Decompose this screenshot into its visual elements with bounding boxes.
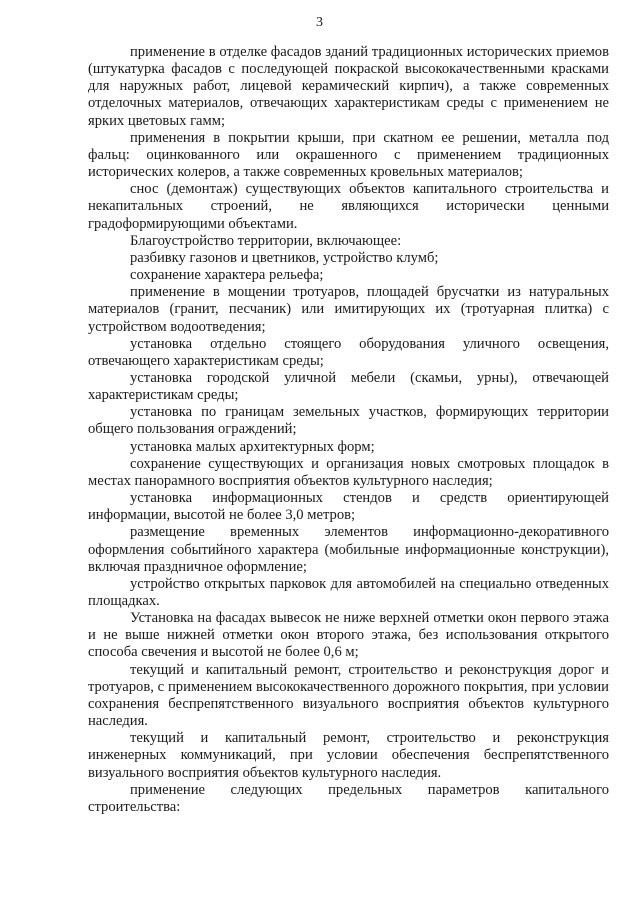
paragraph-info-stands: установка информационных стендов и средств ориентирующей информации, высотой не более 3,0 метров; [88,490,609,524]
paragraph-landscaping-heading: Благоустройство территории, включающее: [130,232,402,249]
paragraph-signage: Установка на фасадах вывесок не ниже верхней отметки окон первого этажа и не выше нижней отметки окон второго этажа, без использования открытого способа свечения и высотой не более 0,6 м; [88,610,609,661]
paragraph-paving: применение в мощении тротуаров, площадей брусчатки из натуральных материалов (гранит, песчаник) или имитирующих их (тротуарная плитка) с устройством водоотведения; [88,284,609,335]
paragraph-lawns: разбивку газонов и цветников, устройство клумб; [130,249,439,266]
paragraph-viewing-platforms: сохранение существующих и организация новых смотровых площадок в местах панорамного восприятия объектов культурного наследия; [88,455,609,489]
paragraph-small-forms: установка малых архитектурных форм; [130,438,375,455]
paragraph-fences: установка по границам земельных участков, формирующих территории общего пользования ограждений; [88,404,609,438]
paragraph-temporary-decor: размещение временных элементов информационно-декоративного оформления событийного характера (мобильные информационные конструкции), включая праздничное оформление; [88,524,609,575]
paragraph-utilities: текущий и капитальный ремонт, строительство и реконструкция инженерных коммуникаций, при условии обеспечения беспрепятственного визуального восприятия объектов культурного наследия. [88,730,609,781]
paragraph-roof-covering: применения в покрытии крыши, при скатном ее решении, металла под фальц: оцинкованного или окрашенного с применением традиционных исторических колеров, а также современных кровельных материалов; [88,129,609,181]
paragraph-street-lighting: установка отдельно стоящего оборудования уличного освещения, отвечающего характеристикам среды; [88,335,609,369]
paragraph-roads: текущий и капитальный ремонт, строительство и реконструкция дорог и тротуаров, с применением высококачественного дорожного покрытия, при условии сохранения беспрепятственного визуального восприятия объектов культурного наследия. [88,661,609,730]
paragraph-facade-finishing: применение в отделке фасадов зданий традиционных исторических приемов (штукатурка фасадов с последующей покраской высококачественными красками для наружных работ, лицевой керамический кирпич), а также современных отделочных материалов, отвечающих характеристикам среды с применением не ярких цветовых гамм; [88,44,609,129]
paragraph-demolition: снос (демонтаж) существующих объектов капитального строительства и некапитальных строений, не являющихся исторически ценными градоформирующими объектами. [88,181,609,232]
document-body [88,44,609,816]
paragraph-parking: устройство открытых парковок для автомобилей на специально отведенных площадках. [88,575,609,609]
page-number: 3 [316,15,323,30]
paragraph-relief: сохранение характера рельефа; [130,267,324,284]
paragraph-limit-parameters: применение следующих предельных параметров капитального строительства: [88,781,609,815]
paragraph-street-furniture: установка городской уличной мебели (скамьи, урны), отвечающей характеристикам среды; [88,369,609,404]
